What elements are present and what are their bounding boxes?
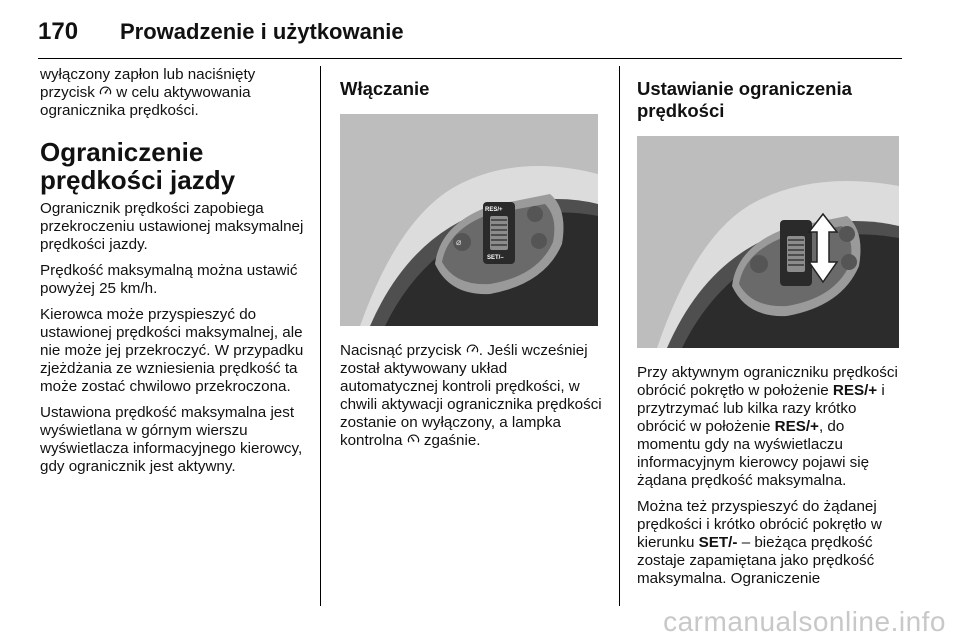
column-divider: [320, 66, 321, 606]
page-number: 170: [38, 18, 79, 45]
intro-paragraph: wyłączony zapłon lub naciśnięty przycisk w celu aktywowania ogranicznika prędkości.: [40, 66, 256, 119]
column-2: [340, 66, 605, 458]
svg-text:⌀: ⌀: [456, 237, 462, 247]
set-label: SET/–: [487, 255, 504, 261]
cruise-control-icon: [407, 433, 420, 446]
chapter-title: Prowadzenie i użytkowanie: [120, 19, 404, 44]
paragraph: Kierowca może przyspieszyć do ustawionej prędkości maksymalnej, ale nie może jej przekroczyć. W przypadku zjeżdżania ze wzniesienia prędkość ta może zostać chwilowo przekroczona.: [40, 306, 304, 395]
steering-wheel-thumbwheel-figure: [637, 136, 899, 348]
paragraph: Można też przyspieszyć do żądanej prędkości i krótko obrócić pokrętło w kierunku SET/- – bieżąca prędkość zostaje zapamiętana jako prędkość maksymalna. Ograniczenie: [637, 498, 882, 587]
column-3: [637, 66, 909, 596]
page-header: [38, 18, 404, 48]
paragraph: Nacisnąć przycisk . Jeśli wcześniej został aktywowany układ automatycznej kontroli prędkości, w chwili aktywacji ogranicznika prędkości zostanie on wyłączony, a lampka kontrolna zgaśnie.: [340, 342, 602, 449]
column-divider: [619, 66, 620, 606]
paragraph: Ustawiona prędkość maksymalna jest wyświetlana w górnym wierszu wyświetlacza informacyjnego kierowcy, gdy ogranicznik jest aktywny.: [40, 404, 303, 475]
header-rule: [38, 58, 902, 59]
paragraph: Ogranicznik prędkości zapobiega przekroczeniu ustawionej maksymalnej prędkości jazdy.: [40, 200, 304, 253]
speed-limiter-icon: [99, 85, 112, 98]
paragraph: Prędkość maksymalną można ustawić powyżej 25 km/h.: [40, 262, 298, 297]
paragraph: Przy aktywnym ograniczniku prędkości obrócić pokrętło w położenie RES/+ i przytrzymać lub kilka razy krótko obrócić w położenie RES/+, do momentu gdy na wyświetlaczu informacyjnym kierowcy pojawi się żądana prędkość maksymalna.: [637, 364, 898, 489]
section-heading: Ograniczenie prędkości jazdy: [40, 137, 236, 195]
section-heading: Ustawianie ograniczenia prędkości: [637, 78, 852, 121]
watermark: carmanualsonline.info: [663, 606, 946, 637]
steering-wheel-figure: [340, 114, 598, 326]
column-1: [40, 66, 310, 484]
res-label: RES/+: [485, 207, 503, 213]
speed-limiter-icon: [466, 343, 479, 356]
section-heading: Włączanie: [340, 78, 430, 99]
